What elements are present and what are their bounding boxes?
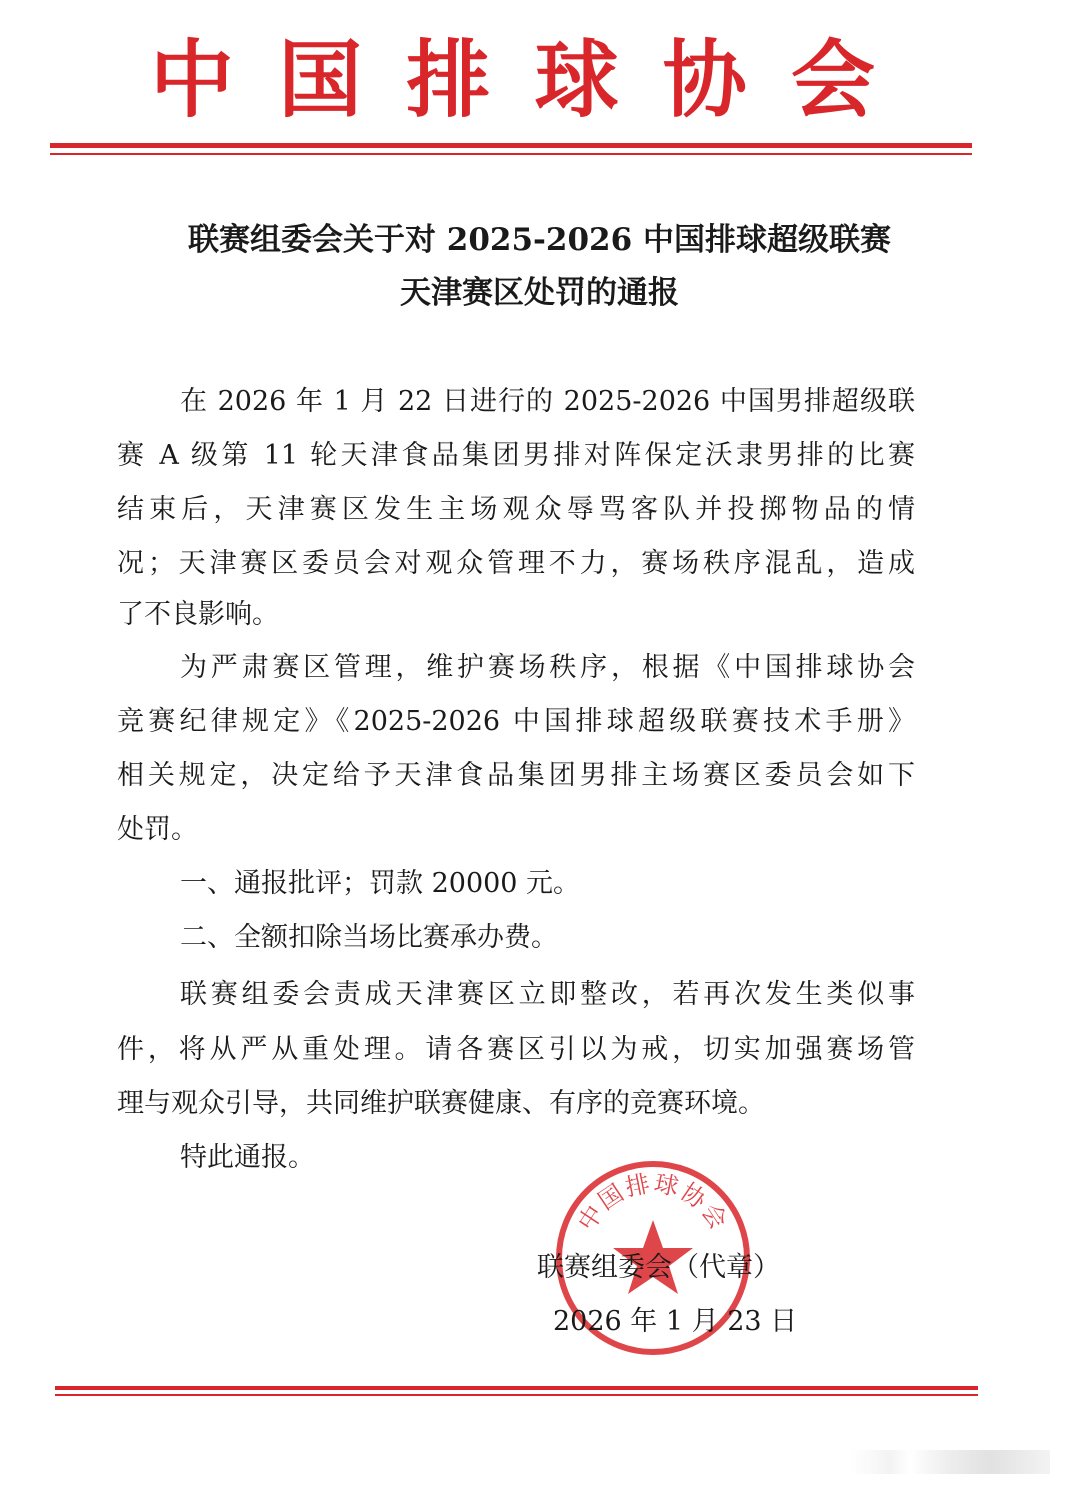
penalty-item-1: 一、通报批评；罚款 20000 元。 [180, 868, 581, 899]
issue-date: 2026 年 1 月 23 日 [553, 1306, 798, 1337]
footer-rule-thick [55, 1386, 978, 1390]
body-line: 联赛组委会责成天津赛区立即整改，若再次发生类似事 [180, 979, 915, 1010]
document-title-line1: 联赛组委会关于对 2025-2026 中国排球超级联赛 [187, 222, 891, 258]
document-title-line2: 天津赛区处罚的通报 [400, 275, 679, 311]
body-line: 竞赛纪律规定》《2025-2026 中国排球超级联赛技术手册》 [117, 706, 915, 737]
body-line: 赛 A 级第 11 轮天津食品集团男排对阵保定沃隶男排的比赛 [117, 440, 915, 471]
letterhead-org-name [150, 30, 875, 130]
seal-text: 中国排球协会 [572, 1169, 734, 1236]
footer-rule-thin [55, 1394, 978, 1396]
body-line: 相关规定，决定给予天津食品集团男排主场赛区委员会如下 [117, 760, 915, 791]
letterhead-char: 球 [534, 31, 619, 129]
body-line: 为严肃赛区管理，维护赛场秩序，根据《中国排球协会 [180, 652, 915, 683]
letterhead-char: 会 [790, 31, 875, 129]
header-rule-thin [50, 153, 972, 155]
letterhead-char: 中 [150, 31, 235, 129]
body-line: 处罚。 [117, 814, 198, 845]
body-line: 理与观众引导，共同维护联赛健康、有序的竞赛环境。 [117, 1088, 765, 1119]
letterhead-char: 协 [662, 31, 747, 129]
penalty-item-2: 二、全额扣除当场比赛承办费。 [180, 922, 558, 953]
issuer-signature: 联赛组委会（代章） [537, 1252, 780, 1283]
body-line: 在 2026 年 1 月 22 日进行的 2025-2026 中国男排超级联 [180, 386, 915, 417]
body-line: 件，将从严从重处理。请各赛区引以为戒，切实加强赛场管 [117, 1034, 915, 1065]
body-line: 结束后，天津赛区发生主场观众辱骂客队并投掷物品的情 [117, 494, 915, 525]
body-line: 了不良影响。 [117, 599, 279, 630]
closing-line: 特此通报。 [180, 1142, 315, 1173]
letterhead-char: 排 [406, 31, 491, 129]
header-rule-thick [50, 143, 972, 148]
body-line: 况；天津赛区委员会对观众管理不力，赛场秩序混乱，造成 [117, 548, 915, 579]
letterhead-char: 国 [278, 31, 363, 129]
watermark [850, 1450, 1050, 1474]
